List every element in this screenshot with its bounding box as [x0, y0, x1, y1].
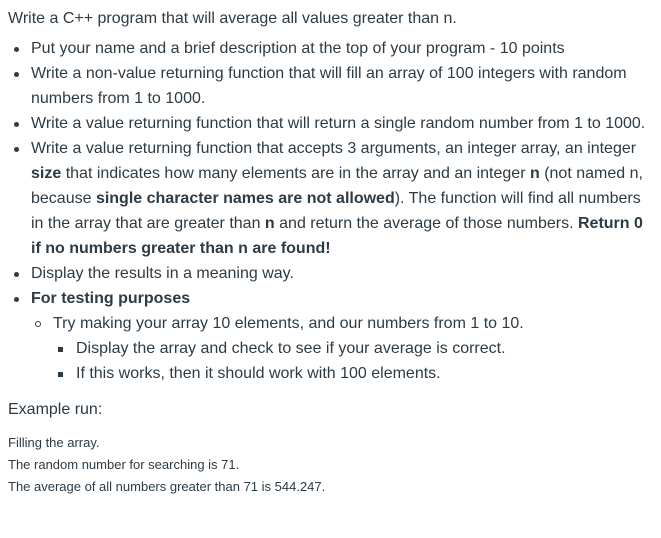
bullet-text: Try making your array 10 elements, and our numbers from 1 to 10.	[53, 315, 524, 332]
bullet-text: Write a value returning function that will return a single random number from 1 to 1000.	[31, 115, 646, 132]
list-item	[8, 261, 649, 286]
testing-subsublist	[53, 336, 649, 386]
bullet-text: Put your name and a brief description at the top of your program - 10 points	[31, 40, 565, 57]
bullet-text: (not named n, because	[31, 165, 643, 207]
assignment-title: Write a C++ program that will average all values greater than n.	[8, 10, 457, 27]
bold-testing: For testing purposes	[31, 290, 191, 307]
bullet-text: ). The function will find all numbers in the array that are greater than	[31, 190, 641, 232]
bold-return-zero: Return 0 if no numbers greater than n are found!	[31, 215, 643, 257]
list-item	[8, 286, 649, 386]
list-item	[8, 111, 649, 136]
requirements-list	[8, 36, 661, 386]
testing-sublist	[31, 311, 649, 386]
bullet-text: Write a non-value returning function that will fill an array of 100 integers with random numbers from 1 to 1000.	[31, 65, 627, 107]
list-item	[53, 336, 649, 361]
bold-n: n	[264, 215, 275, 232]
example-heading: Example run:	[8, 401, 103, 418]
output-line: Filling the array.	[8, 435, 100, 450]
output-line: The random number for searching is 71.	[8, 457, 240, 472]
list-item	[53, 361, 649, 386]
output-line: The average of all numbers greater than 71 is 544.247.	[8, 479, 326, 494]
bullet-text: Display the array and check to see if your average is correct.	[76, 340, 506, 357]
example-output	[8, 432, 661, 498]
bullet-text: Display the results in a meaning way.	[31, 265, 294, 282]
list-item	[31, 311, 649, 386]
bullet-text: If this works, then it should work with 100 elements.	[76, 365, 441, 382]
bullet-text: that indicates how many elements are in the array and an integer	[61, 165, 530, 182]
bold-n: n	[529, 165, 540, 182]
bullet-text: Write a value returning function that accepts 3 arguments, an integer array, an integer	[31, 140, 637, 157]
list-item	[8, 36, 649, 61]
bold-single-char: single character names are not allowed	[95, 190, 395, 207]
bullet-text: and return the average of those numbers.	[274, 215, 578, 232]
list-item	[8, 136, 649, 261]
list-item	[8, 61, 649, 111]
bold-size: size	[31, 165, 62, 182]
